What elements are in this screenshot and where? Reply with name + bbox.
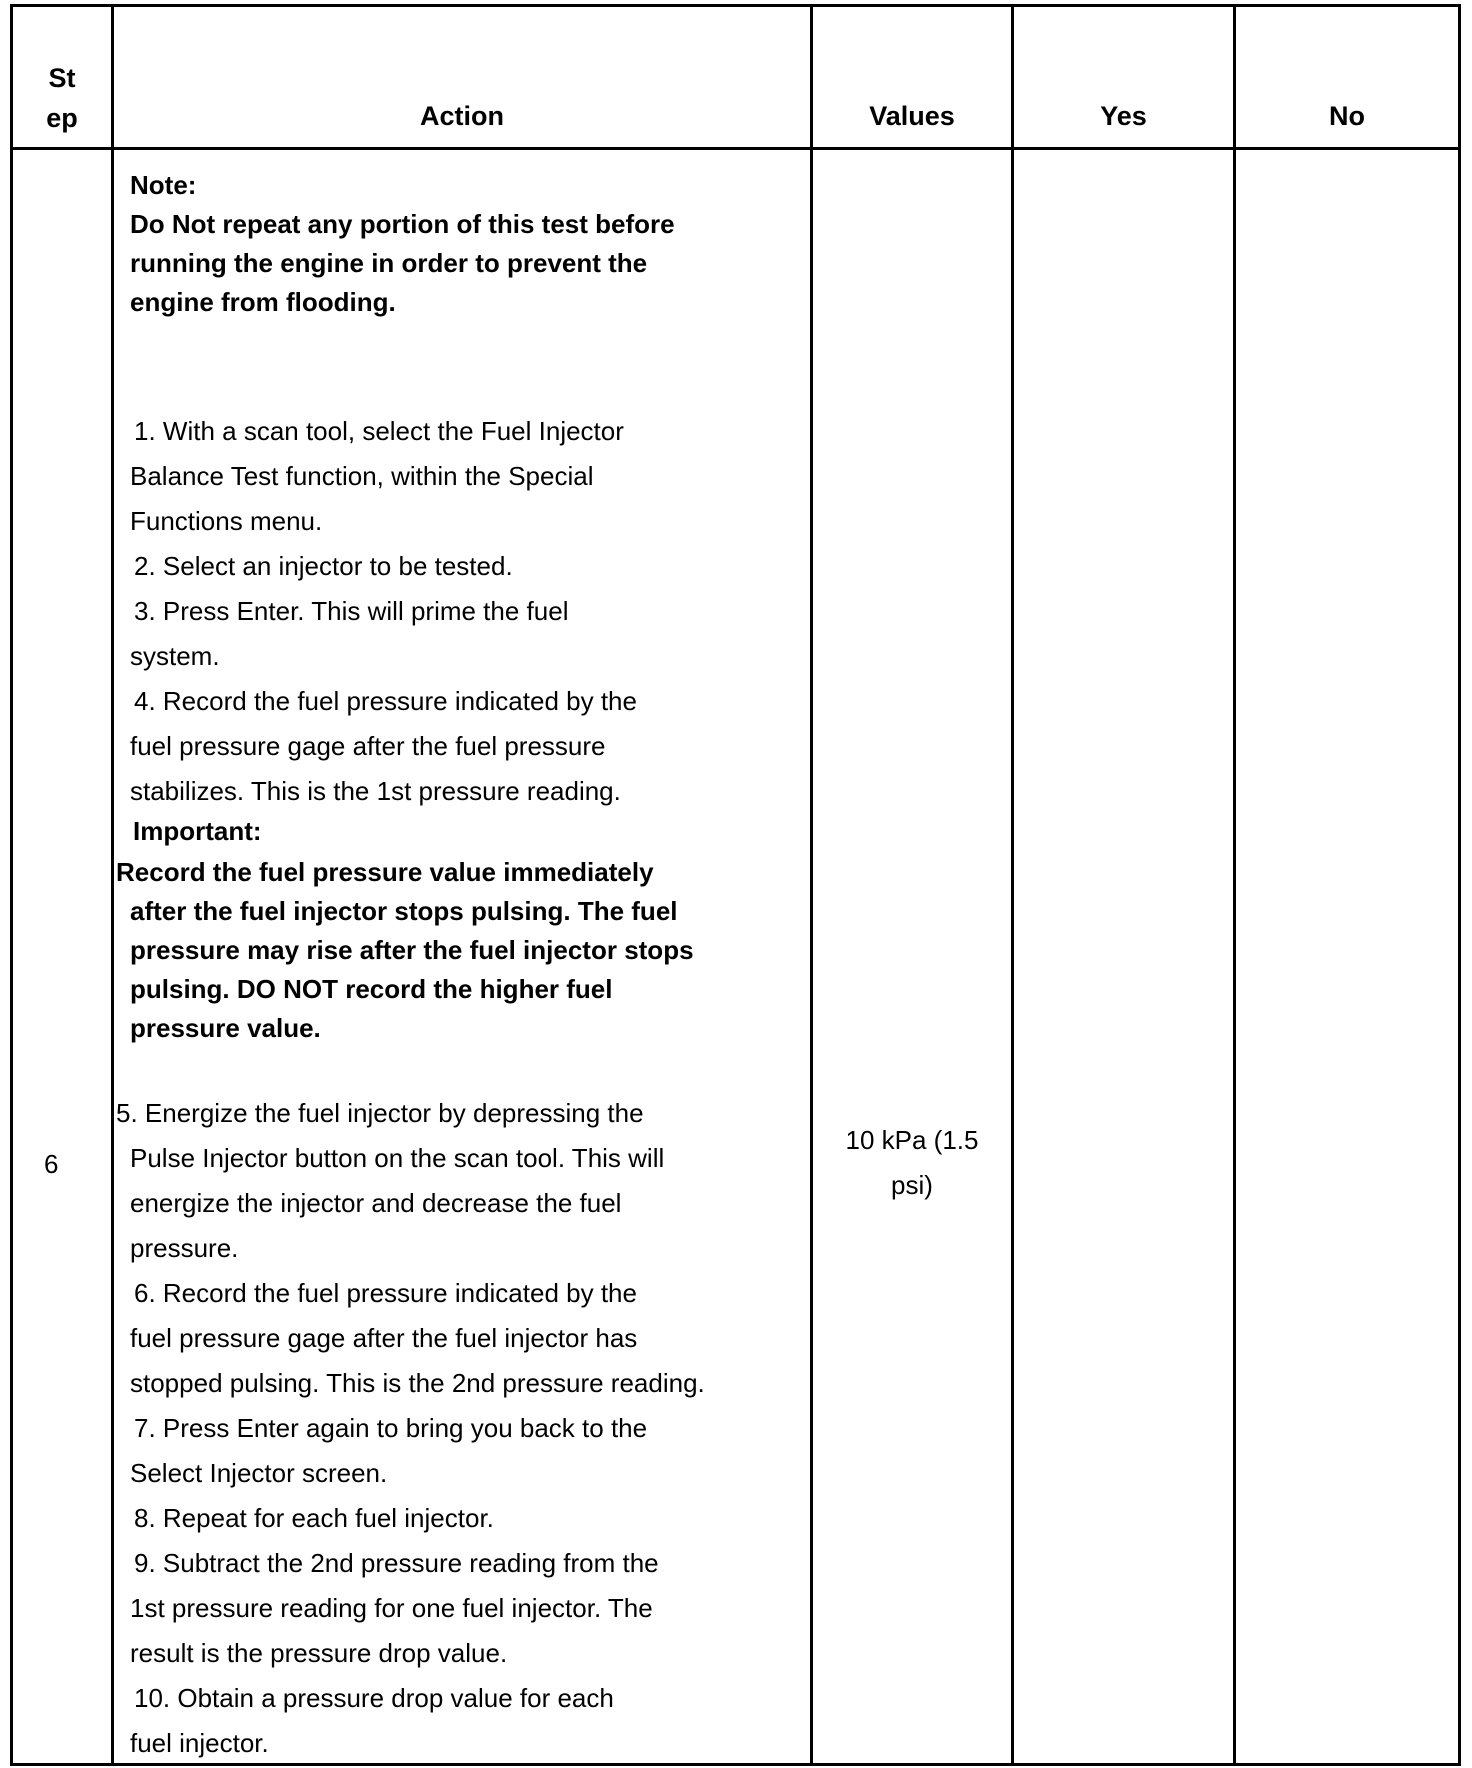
procedure-line: 6. Record the fuel pressure indicated by the <box>134 1278 637 1308</box>
header-yes: Yes <box>1100 101 1147 131</box>
col-divider-action <box>810 4 813 1766</box>
procedure-line: Select Injector screen. <box>130 1458 388 1488</box>
header-values: Values <box>869 101 955 131</box>
important-line: pulsing. DO NOT record the higher fuel <box>130 974 613 1004</box>
procedure-line: 9. Subtract the 2nd pressure reading from the <box>134 1548 659 1578</box>
procedure-line: 3. Press Enter. This will prime the fuel <box>134 596 569 626</box>
note-line: engine from flooding. <box>130 287 396 317</box>
procedure-line: 2. Select an injector to be tested. <box>134 551 513 581</box>
procedure-line: energize the injector and decrease the fuel <box>130 1188 622 1218</box>
procedure-line: 10. Obtain a pressure drop value for each <box>134 1683 614 1713</box>
table-left-border <box>10 4 13 1766</box>
note-line: Do Not repeat any portion of this test before <box>130 209 675 239</box>
procedure-line: 1. With a scan tool, select the Fuel Injector <box>134 416 624 446</box>
step-number: 6 <box>44 1149 59 1179</box>
procedure-line: 7. Press Enter again to bring you back to the <box>134 1413 648 1443</box>
header-step-line1: St <box>48 63 76 93</box>
important-line: after the fuel injector stops pulsing. The fuel <box>130 896 678 926</box>
procedure-line: 4. Record the fuel pressure indicated by the <box>134 686 637 716</box>
procedure-line: result is the pressure drop value. <box>130 1638 508 1668</box>
procedure-line: fuel pressure gage after the fuel injector has <box>130 1323 638 1353</box>
value-line1: 10 kPa (1.5 <box>845 1125 979 1155</box>
procedure-line: Pulse Injector button on the scan tool. This will <box>130 1143 665 1173</box>
col-divider-step <box>111 4 114 1766</box>
header-step <box>13 58 111 138</box>
note-label: Note: <box>130 170 197 200</box>
procedure-line: stabilizes. This is the 1st pressure reading. <box>130 776 621 806</box>
procedure-line: 1st pressure reading for one fuel injector. The <box>130 1593 653 1623</box>
procedure-line: stopped pulsing. This is the 2nd pressure reading. <box>130 1368 705 1398</box>
procedure-line: system. <box>130 641 220 671</box>
values-cell <box>812 1118 1012 1208</box>
header-step-line2: ep <box>46 103 78 133</box>
procedure-line: pressure. <box>130 1233 239 1263</box>
important-line: pressure value. <box>130 1013 321 1043</box>
procedure-line: Balance Test function, within the Special <box>130 461 594 491</box>
no-cell <box>1236 150 1458 1763</box>
procedure-line: 8. Repeat for each fuel injector. <box>134 1503 494 1533</box>
procedure-line: fuel pressure gage after the fuel pressure <box>130 731 606 761</box>
table-top-border <box>10 4 1461 7</box>
procedure-line: Functions menu. <box>130 506 323 536</box>
procedure-line: 5. Energize the fuel injector by depressing the <box>116 1098 644 1128</box>
note-line: running the engine in order to prevent the <box>130 248 648 278</box>
table-right-border <box>1458 4 1461 1766</box>
procedure-line: fuel injector. <box>130 1728 269 1758</box>
value-line2: psi) <box>891 1170 933 1200</box>
yes-cell <box>1014 150 1233 1763</box>
header-no: No <box>1329 101 1365 131</box>
important-line: Record the fuel pressure value immediately <box>116 857 654 887</box>
important-label: Important: <box>133 816 262 846</box>
header-action: Action <box>420 101 504 131</box>
important-line: pressure may rise after the fuel injector stops <box>130 935 694 965</box>
